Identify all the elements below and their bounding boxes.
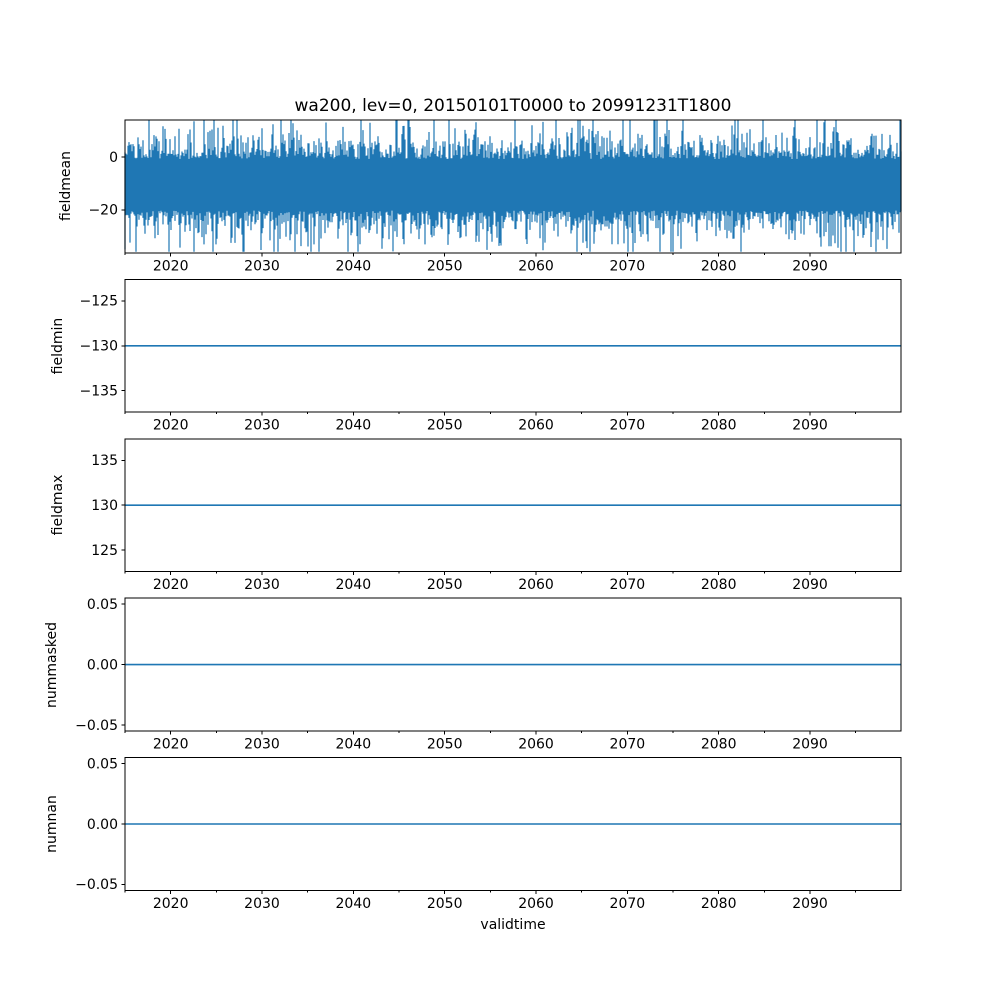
chart-title: wa200, lev=0, 20150101T0000 to 20991231T1800 xyxy=(294,96,732,116)
y-tick-label: 0.05 xyxy=(86,756,118,773)
y-axis-label-fieldmax: fieldmax xyxy=(50,474,66,536)
x-tick-label: 2040 xyxy=(335,736,372,753)
y-tick-label: 0 xyxy=(109,149,118,166)
x-tick-label: 2060 xyxy=(518,258,554,275)
y-tick-label: 0.05 xyxy=(86,597,118,614)
x-tick-label: 2090 xyxy=(792,895,828,912)
x-tick-label: 2080 xyxy=(700,577,737,594)
subplot-fieldmin xyxy=(80,279,901,433)
x-ticks xyxy=(125,412,856,416)
x-tick-label: 2090 xyxy=(792,258,828,275)
x-tick-label: 2080 xyxy=(700,736,737,753)
y-tick-label: −125 xyxy=(79,293,118,310)
subplot-nummasked xyxy=(75,597,901,752)
y-tick-label: 130 xyxy=(91,498,118,514)
x-tick-label: 2090 xyxy=(792,577,828,594)
x-tick-label: 2030 xyxy=(244,577,280,594)
x-ticks xyxy=(125,731,856,735)
x-tick-label: 2020 xyxy=(152,258,189,275)
x-tick-label: 2020 xyxy=(152,417,189,434)
y-ticks xyxy=(122,604,126,725)
x-tick-label: 2090 xyxy=(792,417,828,434)
x-tick-label: 2090 xyxy=(792,736,828,753)
x-tick-label: 2040 xyxy=(335,895,372,912)
y-tick-label: −0.05 xyxy=(75,717,118,734)
x-tick-label: 2080 xyxy=(700,258,737,275)
x-ticks xyxy=(125,890,856,894)
x-ticks xyxy=(125,572,856,576)
x-tick-label: 2070 xyxy=(609,258,646,275)
y-axis-label-numnan: numnan xyxy=(44,795,60,853)
x-tick-label: 2050 xyxy=(426,417,463,434)
y-tick-label: −130 xyxy=(79,338,118,355)
x-tick-label: 2060 xyxy=(518,736,554,753)
x-tick-label: 2030 xyxy=(244,417,280,434)
y-tick-label: −20 xyxy=(88,202,118,219)
y-tick-label: −135 xyxy=(79,383,118,400)
y-tick-label: 0.00 xyxy=(86,657,118,674)
y-tick-label: 0.00 xyxy=(86,816,118,833)
y-ticks xyxy=(122,460,126,550)
x-tick-label: 2030 xyxy=(244,258,280,275)
x-tick-label: 2060 xyxy=(518,895,554,912)
x-ticks xyxy=(125,253,856,256)
x-tick-label: 2020 xyxy=(152,577,189,594)
x-tick-label: 2040 xyxy=(335,258,372,275)
x-tick-label: 2040 xyxy=(335,417,372,434)
y-axis-label-fieldmin: fieldmin xyxy=(50,317,66,375)
subplot-fieldmax xyxy=(91,439,901,593)
x-axis-label: validtime xyxy=(480,917,546,933)
x-tick-label: 2050 xyxy=(426,736,463,753)
x-tick-label: 2080 xyxy=(700,417,737,434)
x-tick-label: 2050 xyxy=(426,895,463,912)
x-tick-label: 2070 xyxy=(609,736,646,753)
x-tick-label: 2070 xyxy=(609,577,646,594)
subplot-fieldmean xyxy=(88,120,901,274)
y-axis-label-fieldmean: fieldmean xyxy=(58,151,74,221)
y-tick-label: −0.05 xyxy=(75,877,118,894)
x-tick-label: 2020 xyxy=(152,895,189,912)
x-tick-label: 2070 xyxy=(609,417,646,434)
x-tick-label: 2080 xyxy=(700,895,737,912)
x-tick-label: 2060 xyxy=(518,417,554,434)
y-tick-label: 135 xyxy=(91,453,118,470)
subplot-numnan xyxy=(75,756,901,911)
x-tick-label: 2030 xyxy=(244,736,280,753)
x-tick-label: 2050 xyxy=(426,258,463,275)
y-ticks xyxy=(122,764,126,885)
fieldmean-series-line xyxy=(125,121,901,252)
y-axis-label-nummasked: nummasked xyxy=(44,622,60,709)
x-tick-label: 2060 xyxy=(518,577,554,594)
x-tick-label: 2050 xyxy=(426,577,463,594)
x-tick-label: 2030 xyxy=(244,895,280,912)
x-tick-label: 2070 xyxy=(609,895,646,912)
x-tick-label: 2020 xyxy=(152,736,189,753)
x-tick-label: 2040 xyxy=(335,577,372,594)
y-tick-label: 125 xyxy=(91,542,118,559)
y-ticks xyxy=(122,301,126,391)
